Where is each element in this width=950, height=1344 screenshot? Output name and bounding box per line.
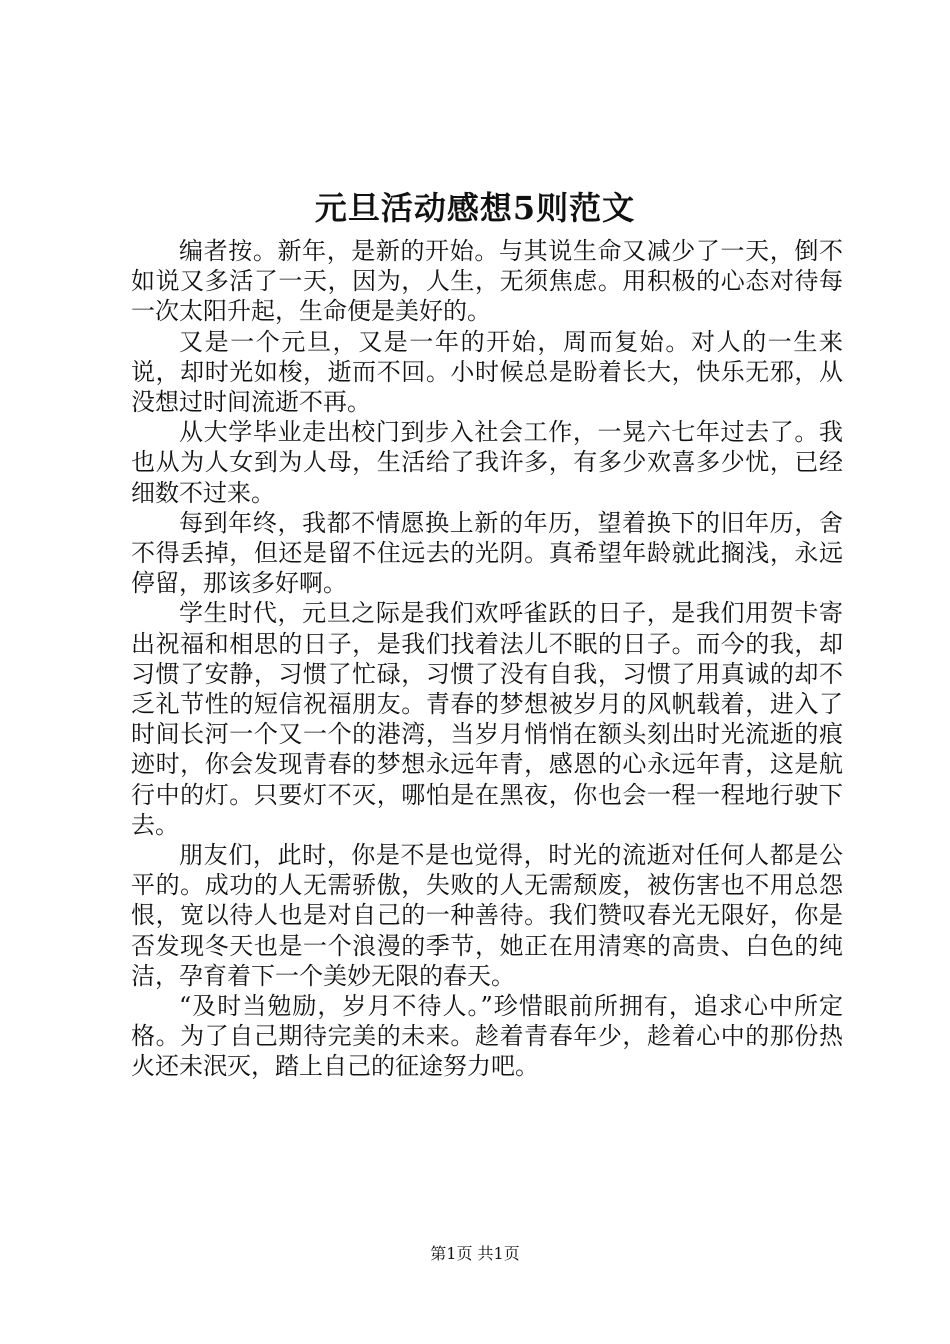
paragraph-4: 每到年终，我都不情愿换上新的年历，望着换下的旧年历，舍不得丢掉，但还是留不住远去的光阴。真希望年龄就此搁浅，永远停留，那该多好啊。: [131, 508, 843, 598]
paragraph-6: 朋友们，此时，你是不是也觉得，时光的流逝对任何人都是公平的。成功的人无需骄傲，失败的人无需颓废，被伤害也不用总怨恨，宽以待人也是对自己的一种善待。我们赞叹春光无限好，你是否发现冬天也是一个浪漫的季节，她正在用清寒的高贵、白色的纯洁，孕育着下一个美妙无限的春天。: [131, 841, 843, 990]
page-footer: 第1页 共1页: [430, 1244, 520, 1263]
paragraph-1: 编者按。新年，是新的开始。与其说生命又减少了一天，倒不如说又多活了一天，因为，人生，无须焦虑。用积极的心态对待每一次太阳升起，生命便是美好的。: [131, 237, 843, 326]
page-title: 元旦活动感想5则范文: [314, 189, 636, 227]
paragraph-5: 学生时代，元旦之际是我们欢呼雀跃的日子，是我们用贺卡寄出祝福和相思的日子，是我们找着法儿不眠的日子。而今的我，却习惯了安静，习惯了忙碌，习惯了没有自我，习惯了用真诚的却不乏礼节性的短信祝福朋友。青春的梦想被岁月的风帆载着，进入了时间长河一个又一个的港湾，当岁月悄悄在额头刻出时光流逝的痕迹时，你会发现青春的梦想永远年青，感恩的心永远年青，这是航行中的灯。只要灯不灭，哪怕是在黑夜，你也会一程一程地行驶下去。: [131, 599, 843, 839]
paragraph-7: “及时当勉励，岁月不待人。”珍惜眼前所拥有，追求心中所定格。为了自己期待完美的未来。趁着青春年少，趁着心中的那份热火还未泯灭，踏上自己的征途努力吧。: [131, 992, 843, 1081]
paragraph-2: 又是一个元旦，又是一年的开始，周而复始。对人的一生来说，却时光如梭，逝而不回。小时候总是盼着长大，快乐无邪，从没想过时间流逝不再。: [131, 327, 843, 417]
paragraph-3: 从大学毕业走出校门到步入社会工作，一晃六七年过去了。我也从为人女到为人母，生活给了我许多，有多少欢喜多少忧，已经细数不过来。: [131, 418, 843, 507]
article-body: [131, 236, 843, 1082]
